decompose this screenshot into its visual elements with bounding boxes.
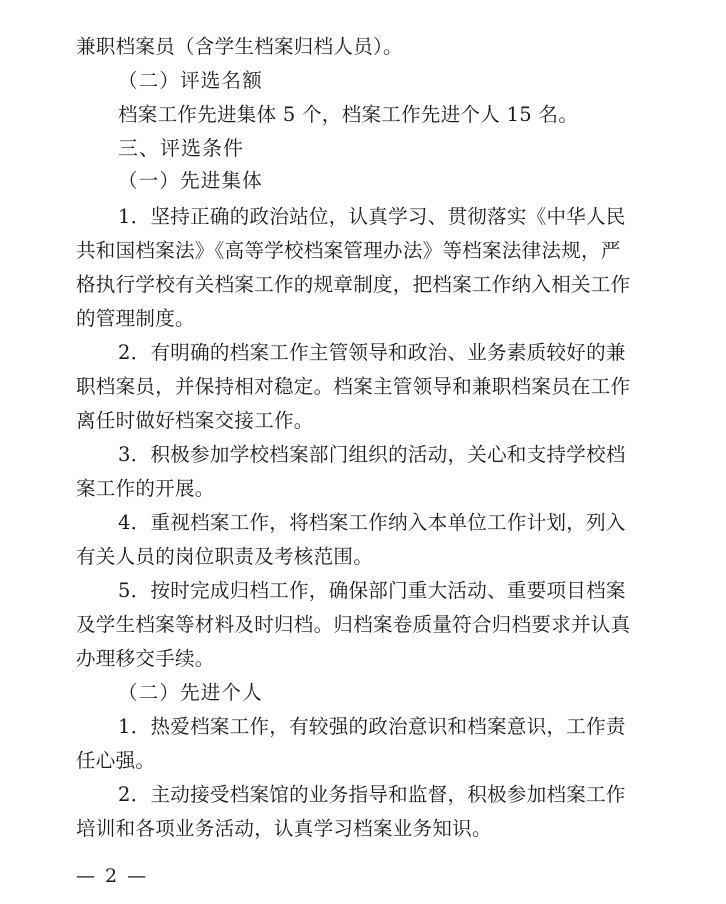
text-line: 案工作的开展。 bbox=[76, 477, 215, 500]
text-line: 5．按时完成归档工作，确保部门重大活动、重要项目档案 bbox=[118, 579, 626, 602]
text-line: 任心强。 bbox=[76, 749, 156, 772]
text-line: 共和国档案法》《高等学校档案管理办法》等档案法律法规，严 bbox=[76, 239, 621, 262]
section-heading: （二）评选名额 bbox=[118, 69, 263, 92]
chapter-heading: 三、评选条件 bbox=[118, 136, 244, 160]
page-number: — 2 — bbox=[76, 865, 149, 887]
text-line: 培训和各项业务活动，认真学习档案业务知识。 bbox=[76, 817, 492, 840]
text-line: 职档案员，并保持相对稳定。档案主管领导和兼职档案员在工作 bbox=[76, 375, 631, 398]
text-line: 档案工作先进集体 5 个，档案工作先进个人 15 名。 bbox=[118, 103, 579, 126]
text-line: 2．主动接受档案馆的业务指导和监督，积极参加档案工作 bbox=[118, 783, 626, 806]
section-heading: （一）先进集体 bbox=[118, 169, 263, 192]
text-line: 有关人员的岗位职责及考核范围。 bbox=[76, 545, 374, 568]
text-line: 及学生档案等材料及时归档。归档案卷质量符合归档要求并认真 bbox=[76, 613, 631, 636]
section-heading: （二）先进个人 bbox=[118, 681, 263, 704]
text-line: 离任时做好档案交接工作。 bbox=[76, 409, 314, 432]
text-line: 兼职档案员（含学生档案归档人员）。 bbox=[76, 35, 403, 58]
text-line: 办理移交手续。 bbox=[76, 647, 215, 670]
text-line: 1．热爱档案工作，有较强的政治意识和档案意识，工作责 bbox=[118, 715, 626, 738]
text-line: 3．积极参加学校档案部门组织的活动，关心和支持学校档 bbox=[118, 443, 626, 466]
text-line: 2．有明确的档案工作主管领导和政治、业务素质较好的兼 bbox=[118, 341, 626, 364]
text-line: 的管理制度。 bbox=[76, 307, 195, 330]
text-line: 1．坚持正确的政治站位，认真学习、贯彻落实《中华人民 bbox=[118, 205, 626, 228]
text-line: 4．重视档案工作，将档案工作纳入本单位工作计划，列入 bbox=[118, 511, 626, 534]
text-line: 格执行学校有关档案工作的规章制度，把档案工作纳入相关工作 bbox=[76, 273, 631, 296]
